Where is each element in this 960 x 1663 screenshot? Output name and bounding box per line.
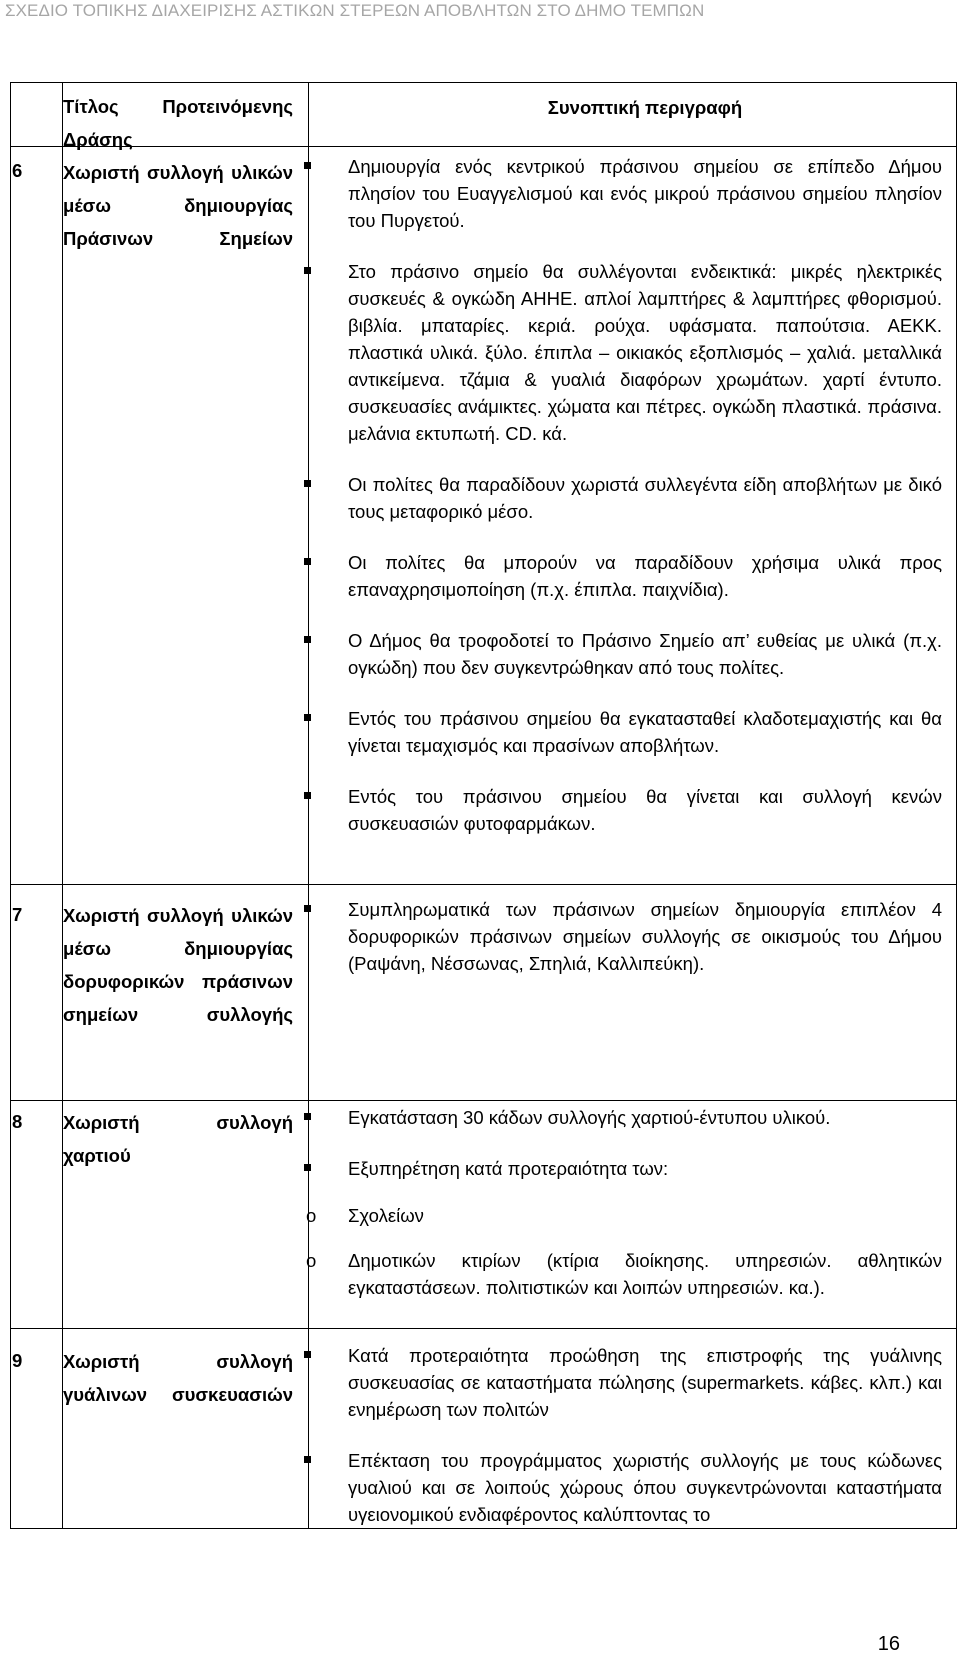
bullet-text: Εγκατάσταση 30 κάδων συλλογής χαρτιού-έντυπου υλικού.: [348, 1107, 831, 1128]
bullet-square-icon: [304, 267, 311, 274]
sub-text: Δημοτικών κτιρίων (κτίρια διοίκησης. υπηρεσιών. αθλητικών εγκαταστάσεων. πολιτιστικών και λοιπών υπηρεσιών. κα.).: [348, 1250, 942, 1298]
bullet-square-icon: [304, 1164, 311, 1171]
bullet-text: Συμπληρωματικά των πράσινων σημείων δημιουργία επιπλέον 4 δορυφορικών πράσινων σημείων συλλογής σε οικισμούς του Δήμου (Ραψάνη, Νέσσωνας, Σπηλιά, Καλλιπεύκη).: [348, 899, 942, 974]
bullet-item: [348, 896, 942, 977]
row-title-text: Χωριστή συλλογή γυάλινων συσκευασιών: [63, 1351, 293, 1405]
col-desc-header: Συνοπτική περιγραφή: [547, 97, 743, 118]
bullet-text: Εντός του πράσινου σημείου θα γίνεται και συλλογή κενών συσκευασιών φυτοφαρμάκων.: [348, 786, 942, 834]
bullet-square-icon: [304, 1113, 311, 1120]
sub-list: [306, 1202, 942, 1301]
bullet-text: Οι πολίτες θα παραδίδουν χωριστά συλλεγέντα είδη αποβλήτων με δικό τους μεταφορικό μέσο.: [348, 474, 942, 522]
bullet-text: Οι πολίτες θα μπορούν να παραδίδουν χρήσιμα υλικά προς επαναχρησιμοποίηση (π.χ. έπιπλα. παιχνίδια).: [348, 552, 942, 600]
row-description: [306, 1104, 942, 1319]
row-title-text: Χωριστή συλλογή χαρτιού: [63, 1112, 293, 1166]
bullet-square-icon: [304, 1351, 311, 1358]
row7-rule: [10, 1100, 957, 1101]
bullet-square-icon: [304, 1456, 311, 1463]
bullet-list: [348, 896, 942, 977]
sub-item: [306, 1247, 942, 1301]
row-number: 7: [12, 904, 23, 925]
bullet-item: [348, 258, 942, 447]
row-title: [63, 156, 293, 255]
row-number: 9: [12, 1350, 23, 1371]
title-col-rule: [308, 82, 309, 1529]
sub-item: [306, 1202, 942, 1229]
sub-text: Σχολείων: [348, 1205, 424, 1226]
bullet-square-icon: [304, 162, 311, 169]
row-title-text: Χωριστή συλλογή υλικών μέσω δημιουργίας Πράσινων Σημείων: [63, 162, 293, 249]
row-description: [348, 896, 942, 1001]
bullet-item: [348, 1104, 942, 1131]
bullet-square-icon: [304, 558, 311, 565]
page-header: ΣΧΕΔΙΟ ΤΟΠΙΚΗΣ ΔΙΑΧΕΙΡΙΣΗΣ ΑΣΤΙΚΩΝ ΣΤΕΡΕΩΝ ΑΠΟΒΛΗΤΩΝ ΣΤΟ ΔΗΜΟ ΤΕΜΠΩΝ: [5, 1, 705, 20]
bullet-square-icon: [304, 480, 311, 487]
circle-bullet-icon: o: [306, 1205, 317, 1226]
row-title: [63, 899, 293, 1031]
row-title: [63, 1106, 293, 1172]
row8-rule: [10, 1328, 957, 1329]
bullet-list: [348, 1104, 942, 1182]
bullet-item: [348, 783, 942, 837]
bullet-item: [348, 627, 942, 681]
bullet-list: [348, 1342, 942, 1528]
bullet-text: Κατά προτεραιότητα προώθηση της επιστροφής της γυάλινης συσκευασίας σε καταστήματα πώλησης (supermarkets. κάβες. κλπ.) και ενημέρωση των πολιτών: [348, 1345, 942, 1420]
right-rule: [956, 82, 957, 1529]
row-number: 8: [12, 1111, 23, 1132]
row-description: [348, 153, 942, 861]
top-rule: [10, 82, 957, 83]
bullet-text: Στο πράσινο σημείο θα συλλέγονται ενδεικτικά: μικρές ηλεκτρικές συσκευές & ογκώδη ΑΗΗΕ. απλοί λαμπτήρες & λαμπτήρες φθορισμού. βιβλία. μπαταρίες. κεριά. ρούχα. υφάσματα. παπούτσια. ΑΕΚΚ. πλαστικά υλικά. ξύλο. έπιπλα – οικιακός εξοπλισμός – χαλιά. μεταλλικά αντικείμενα. τζάμια & γυαλιά διαφόρων χρωμάτων. χαρτί έντυπο. συσκευασίες ανάμικτες. χώματα και πέτρες. ογκώδη πλαστικά. πράσινα. μελάνια εκτυπωτή. CD. κά.: [348, 261, 942, 444]
row-title-text: Χωριστή συλλογή υλικών μέσω δημιουργίας δορυφορικών πράσινων σημείων συλλογής: [63, 905, 293, 1025]
bullet-item: [348, 153, 942, 234]
bullet-text: Δημιουργία ενός κεντρικού πράσινου σημείου σε επίπεδο Δήμου πλησίον του Ευαγγελισμού και ενός μικρού πράσινου σημείου πλησίον του Πυργετού.: [348, 156, 942, 231]
page-number: 16: [877, 1633, 900, 1655]
bullet-square-icon: [304, 714, 311, 721]
bullet-square-icon: [304, 636, 311, 643]
bullet-item: [348, 1155, 942, 1182]
bullet-item: [348, 549, 942, 603]
row-title: [63, 1345, 293, 1411]
bullet-text: Επέκταση του προγράμματος χωριστής συλλογής με τους κώδωνες γυαλιού και σε λοιπούς χώρους όπου συγκεντρώνονται καταστήματα υγειονομικού ενδιαφέροντος καλύπτοντας το: [348, 1450, 942, 1525]
col-title-text: Τίτλος Προτεινόμενης Δράσης: [63, 96, 293, 150]
bullet-square-icon: [304, 792, 311, 799]
bullet-item: [348, 1447, 942, 1528]
bullet-list: [348, 153, 942, 837]
row6-rule: [10, 884, 957, 885]
row-number: 6: [12, 160, 23, 181]
bullet-item: [348, 705, 942, 759]
circle-bullet-icon: o: [306, 1250, 317, 1271]
row-description: [348, 1342, 942, 1552]
col-title-header: [63, 90, 293, 156]
bullet-text: Εξυπηρέτηση κατά προτεραιότητα των:: [348, 1158, 669, 1179]
bullet-square-icon: [304, 905, 311, 912]
bullet-text: Εντός του πράσινου σημείου θα εγκατασταθεί κλαδοτεμαχιστής και θα γίνεται τεμαχισμός και πρασίνων αποβλήτων.: [348, 708, 942, 756]
bullet-text: Ο Δήμος θα τροφοδοτεί το Πράσινο Σημείο απ’ ευθείας με υλικά (π.χ. ογκώδη) που δεν συγκεντρώθηκαν από τους πολίτες.: [348, 630, 942, 678]
bullet-item: [348, 471, 942, 525]
num-col-rule: [62, 82, 63, 1529]
bullet-item: [348, 1342, 942, 1423]
left-rule: [10, 82, 11, 1529]
